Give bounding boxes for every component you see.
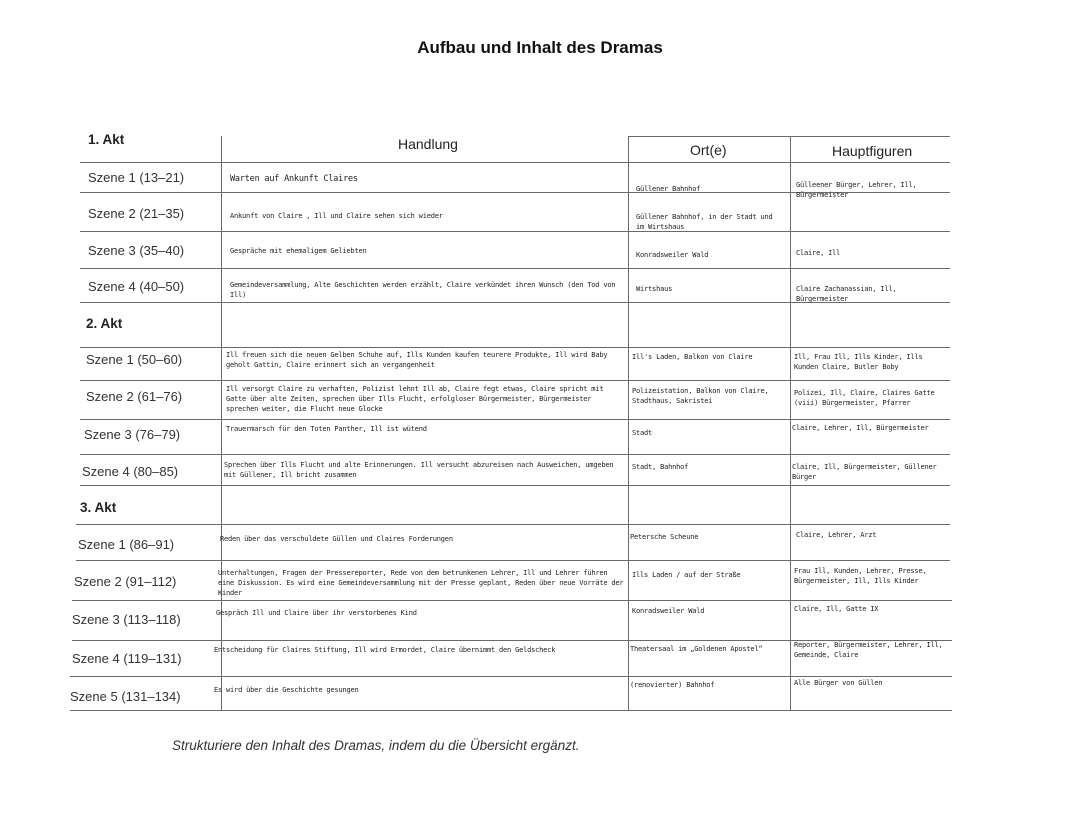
- handlung-entry: Ankunft von Claire , Ill und Claire sehen sich wieder: [230, 212, 443, 220]
- act-2-heading: 2. Akt: [86, 316, 123, 331]
- table-line: [70, 710, 952, 711]
- act-3-heading: 3. Akt: [80, 500, 117, 515]
- ort-entry: Ill's Laden, Balkon von Claire: [632, 353, 753, 361]
- scene-label: Szene 1 (50–60): [86, 352, 183, 367]
- scene-label: Szene 5 (131–134): [70, 689, 181, 704]
- ort-entry: Wirtshaus: [636, 285, 673, 293]
- handlung-entry: Es wird über die Geschichte gesungen: [214, 686, 359, 694]
- header-hauptfiguren: Hauptfiguren: [832, 143, 913, 159]
- ort-entry: Stadt: [632, 429, 653, 437]
- handlung-entry: Unterhaltungen, Fragen der Pressereporter, Rede von dem betrunkenen Lehrer, Ill und Lehrer führen eine Diskussion. Es wird eine Gemeindeversammlung mit der Presse geplant, Reden über neue Vorräte der Kinder: [218, 569, 624, 597]
- column-divider: [221, 136, 222, 710]
- scene-label: Szene 3 (113–118): [72, 612, 181, 627]
- handlung-entry: Ill versorgt Claire zu verhaften, Polizist lehnt Ill ab, Claire fegt etwas, Claire spricht mit Gatte über alte Zeiten, sprechen über Ills Flucht, erfolgloser Bürgermeister, Bürgermeister sprechen weiter, die Flucht neue Glocke: [226, 385, 604, 413]
- handlung-entry: Sprechen über Ills Flucht und alte Erinnerungen. Ill versucht abzureisen nach Ausweichen, umgeben mit Güllener, Ill bricht zusammen: [224, 461, 614, 479]
- scene-label: Szene 1 (13–21): [88, 170, 185, 185]
- ort-entry: Konradsweiler Wald: [632, 607, 705, 615]
- table-line: [80, 231, 950, 232]
- ort-entry: (renovierter) Bahnhof: [630, 681, 715, 689]
- figuren-entry: Ill, Frau Ill, Ills Kinder, Ills Kunden Claire, Butler Boby: [794, 353, 923, 371]
- ort-entry: Güllener Bahnhof: [636, 185, 701, 193]
- handlung-entry: Gespräche mit ehemaligem Geliebten: [230, 247, 367, 255]
- act-1-heading: 1. Akt: [88, 132, 125, 147]
- column-divider: [628, 136, 629, 710]
- figuren-entry: Claire, Lehrer, Arzt: [796, 531, 877, 539]
- header-handlung: Handlung: [398, 136, 458, 152]
- figuren-entry: Reporter, Bürgermeister, Lehrer, Ill, Gemeinde, Claire: [794, 641, 943, 659]
- table-line: [72, 600, 952, 601]
- scene-label: Szene 3 (35–40): [88, 243, 185, 258]
- table-line: [80, 347, 950, 348]
- table-line: [76, 560, 950, 561]
- figuren-entry: Claire, Ill, Gatte IX: [794, 605, 879, 613]
- table-line: [80, 419, 950, 420]
- figuren-entry: Claire, Ill, Bürgermeister, Güllener Bürger: [792, 463, 937, 481]
- table-line: [76, 524, 950, 525]
- structure-table: [68, 122, 958, 712]
- handlung-entry: Reden über das verschuldete Güllen und Claires Forderungen: [220, 535, 453, 543]
- table-line: [80, 454, 950, 455]
- ort-entry: Polizeistation, Balkon von Claire, Stadthaus, Sakristei: [632, 387, 769, 405]
- handlung-entry: Gespräch Ill und Claire über ihr verstorbenes Kind: [216, 609, 417, 617]
- figuren-entry: Frau Ill, Kunden, Lehrer, Presse, Bürgermeister, Ill, Ills Kinder: [794, 567, 927, 585]
- scene-label: Szene 4 (40–50): [88, 279, 185, 294]
- handlung-entry: Gemeindeversammlung, Alte Geschichten werden erzählt, Claire verkündet ihren Wunsch (den Tod von Ill): [230, 281, 616, 299]
- handlung-entry: Entscheidung für Claires Stiftung, Ill wird Ermordet, Claire übernimmt den Geldscheck: [214, 646, 556, 654]
- instruction-text: Strukturiere den Inhalt des Dramas, indem du die Übersicht ergänzt.: [172, 738, 580, 753]
- scene-label: Szene 2 (91–112): [74, 574, 177, 589]
- table-line: [628, 136, 950, 137]
- column-divider: [790, 136, 791, 710]
- figuren-entry: Gülleener Bürger, Lehrer, Ill, Bürgermeister: [796, 181, 917, 199]
- ort-entry: Stadt, Bahnhof: [632, 463, 689, 471]
- scene-label: Szene 1 (86–91): [78, 537, 175, 552]
- scene-label: Szene 4 (80–85): [82, 464, 179, 479]
- figuren-entry: Alle Bürger von Güllen: [794, 679, 883, 687]
- table-line: [80, 268, 950, 269]
- page-title: Aufbau und Inhalt des Dramas: [417, 38, 663, 57]
- handlung-entry: Warten auf Ankunft Claires: [230, 174, 358, 184]
- scene-label: Szene 4 (119–131): [72, 651, 182, 666]
- figuren-entry: Claire, Ill: [796, 249, 841, 257]
- scene-label: Szene 3 (76–79): [84, 427, 181, 442]
- figuren-entry: Claire, Lehrer, Ill, Bürgermeister: [792, 424, 929, 432]
- handlung-entry: Ill freuen sich die neuen Gelben Schuhe auf, Ills Kunden kaufen teurere Produkte, Ill wird Baby geholt Gattin, Claire erinnert sich an vergangenheit: [226, 351, 608, 369]
- ort-entry: Güllener Bahnhof, in der Stadt und im Wirtshaus: [636, 213, 773, 231]
- ort-entry: Konradsweiler Wald: [636, 251, 709, 259]
- table-line: [80, 162, 950, 163]
- table-line: [80, 380, 950, 381]
- figuren-entry: Claire Zachanassian, Ill, Bürgermeister: [796, 285, 897, 303]
- ort-entry: Theatersaal im „Goldenen Apostel“: [630, 645, 763, 653]
- figuren-entry: Polizei, Ill, Claire, Claires Gatte (viii) Bürgermeister, Pfarrer: [794, 389, 935, 407]
- header-orte: Ort(e): [690, 142, 727, 158]
- handlung-entry: Trauermarsch für den Toten Panther, Ill ist wütend: [226, 425, 427, 433]
- table-line: [70, 676, 952, 677]
- ort-entry: Ills Laden / auf der Straße: [632, 571, 741, 579]
- table-line: [80, 485, 950, 486]
- scene-label: Szene 2 (21–35): [88, 206, 185, 221]
- scene-label: Szene 2 (61–76): [86, 389, 183, 404]
- ort-entry: Petersche Scheune: [630, 533, 699, 541]
